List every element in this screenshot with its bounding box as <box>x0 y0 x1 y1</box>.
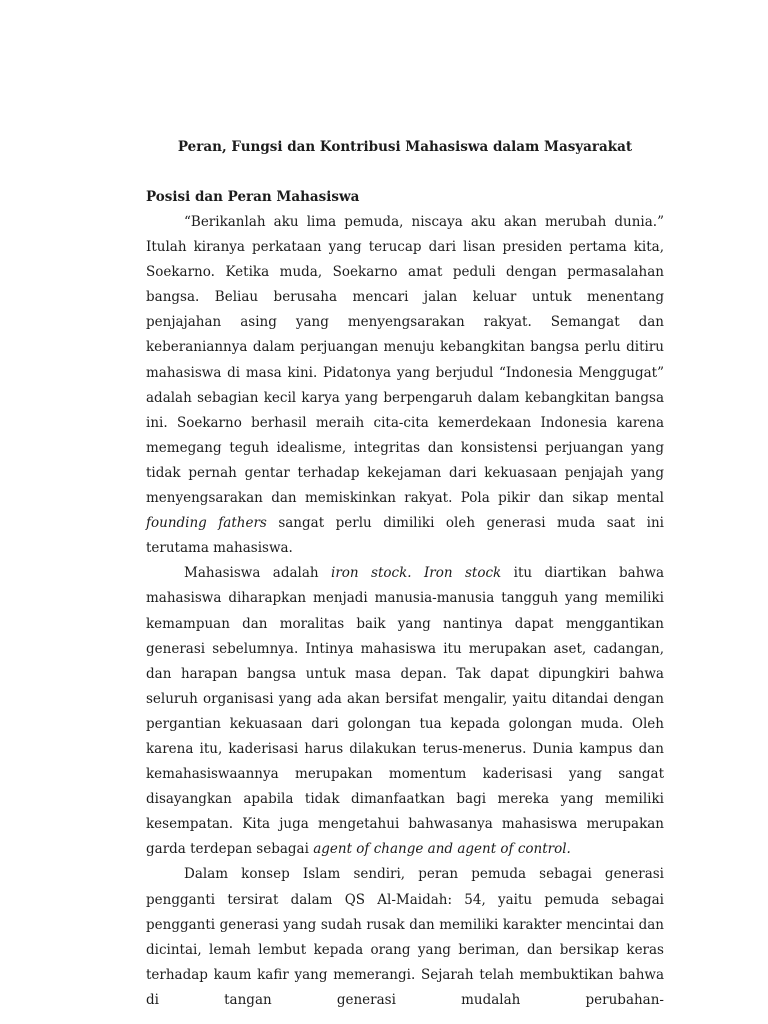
paragraph-2-italic-2: agent of change and agent of control. <box>313 841 571 858</box>
paragraph-1-italic-1: founding fathers <box>146 515 267 532</box>
section-heading: Posisi dan Peran Mahasiswa <box>146 189 360 205</box>
document-title: Peran, Fungsi dan Kontribusi Mahasiswa dalam Masyarakat <box>177 139 633 155</box>
paragraph-2-italic-1: iron stock. Iron stock <box>331 565 502 582</box>
paragraph-1 <box>146 210 664 561</box>
document-body <box>146 210 664 1013</box>
paragraph-2-text-2: itu diartikan bahwa mahasiswa diharapkan menjadi manusia-manusia tangguh yang memiliki kemampuan dan moralitas baik yang nantinya dapat menggantikan generasi sebelumnya. Intinya mahasiswa itu merupakan aset, cadangan, dan harapan bangsa untuk masa depan. Tak dapat dipungkiri bahwa seluruh organisasi yang ada akan bersifat mengalir, yaitu ditandai dengan pergantian kekuasaan dari golongan tua kepada golongan muda. Oleh karena itu, kaderisasi harus dilakukan terus-menerus. Dunia kampus dan kemahasiswaannya merupakan momentum kaderisasi yang sangat disayangkan apabila tidak dimanfaatkan bagi mereka yang memiliki kesempatan. Kita juga mengetahui bahwasanya mahasiswa merupakan garda terdepan sebagai <box>146 565 665 858</box>
paragraph-2 <box>146 561 664 862</box>
paragraph-1-text-1: “Berikanlah aku lima pemuda, niscaya aku akan merubah dunia.” Itulah kiranya perkataan yang terucap dari lisan presiden pertama kita, Soekarno. Ketika muda, Soekarno amat peduli dengan permasalahan bangsa. Beliau berusaha mencari jalan keluar untuk menentang penjajahan asing yang menyengsarakan rakyat. Semangat dan keberaniannya dalam perjuangan menuju kebangkitan bangsa perlu ditiru mahasiswa di masa kini. Pidatonya yang berjudul “Indonesia Menggugat” adalah sebagian kecil karya yang berpengaruh dalam kebangkitan bangsa ini. Soekarno berhasil meraih cita-cita kemerdekaan Indonesia karena memegang teguh idealisme, integritas dan konsistensi perjuangan yang tidak pernah gentar terhadap kekejaman dari kekuasaan penjajah yang menyengsarakan dan memiskinkan rakyat. Pola pikir dan sikap mental <box>146 214 664 507</box>
paragraph-1-text-2: sangat perlu dimiliki oleh generasi muda saat ini terutama mahasiswa. <box>146 515 664 557</box>
paragraph-2-text-1: Mahasiswa adalah <box>184 565 332 582</box>
paragraph-3 <box>146 862 664 1013</box>
paragraph-3-text-1: Dalam konsep Islam sendiri, peran pemuda sebagai generasi pengganti tersirat dalam QS Al-Maidah: 54, yaitu pemuda sebagai pengganti generasi yang sudah rusak dan memiliki karakter mencintai dan dicintai, lemah lembut kepada orang yang beriman, dan bersikap keras terhadap kaum kafir yang memerangi. Sejarah telah membuktikan bahwa di tangan generasi mudalah perubahan- <box>146 866 664 1008</box>
